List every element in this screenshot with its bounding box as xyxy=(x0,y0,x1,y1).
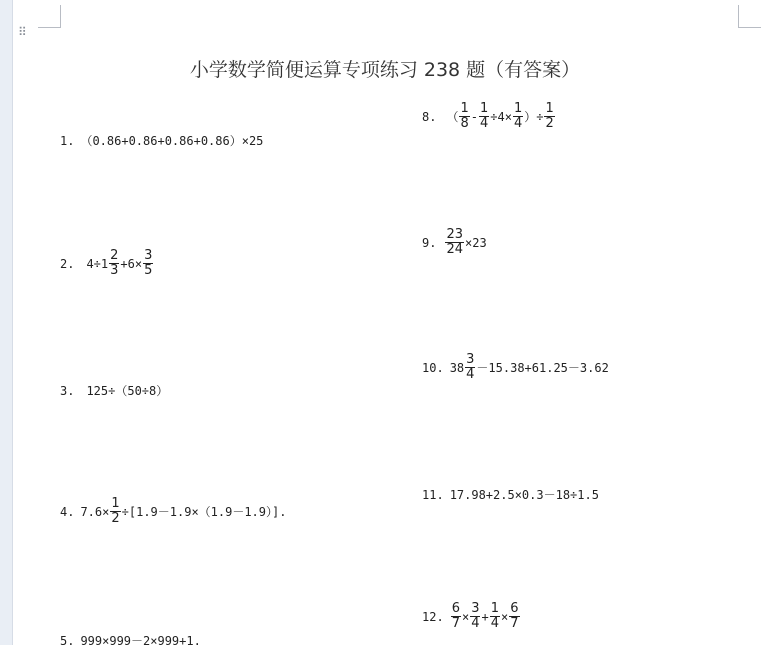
denominator: 4 xyxy=(490,616,499,631)
fraction xyxy=(470,602,480,631)
fraction xyxy=(509,602,519,631)
problem-5 xyxy=(60,632,201,649)
denominator: 2 xyxy=(545,116,554,131)
expression-text: ÷4× xyxy=(490,109,512,124)
expression-text: 999×999－2×999+1. xyxy=(80,634,201,648)
problem-number: 12. xyxy=(422,609,444,624)
numerator: 1 xyxy=(490,601,499,616)
numerator: 1 xyxy=(111,496,120,511)
fraction xyxy=(143,249,153,278)
expression-text: （ xyxy=(446,110,459,124)
numerator: 1 xyxy=(513,101,523,116)
numerator: 3 xyxy=(471,601,480,616)
problem-number: 8. xyxy=(422,109,437,124)
numerator: 6 xyxy=(510,601,519,616)
denominator: 4 xyxy=(466,367,475,382)
fraction xyxy=(451,602,461,631)
denominator: 24 xyxy=(446,242,463,257)
page-corner-marker-right xyxy=(738,5,761,28)
problem-1 xyxy=(60,132,263,149)
denominator: 7 xyxy=(451,616,460,631)
fraction xyxy=(513,102,523,131)
problem-number: 1. xyxy=(60,133,75,148)
expression-text: 4÷1 xyxy=(86,256,109,271)
expression-text: 7.6× xyxy=(80,504,110,519)
expression-text: × xyxy=(501,609,509,624)
denominator: 2 xyxy=(111,511,120,526)
expression-text: ）÷ xyxy=(524,110,544,124)
expression-text: ×23 xyxy=(465,235,487,250)
denominator: 8 xyxy=(460,116,469,131)
expression-text: －15.38+61.25－3.62 xyxy=(476,361,609,375)
numerator: 1 xyxy=(479,101,489,116)
numerator: 1 xyxy=(545,101,554,116)
problem-3 xyxy=(60,382,168,399)
numerator: 23 xyxy=(446,227,463,242)
expression-text: 38 xyxy=(449,360,465,375)
problem-number: 11. xyxy=(422,487,444,502)
expression-text: （0.86+0.86+0.86+0.86）×25 xyxy=(80,134,264,148)
document-title: 小学数学简便运算专项练习 238 题（有答案） xyxy=(189,59,581,81)
numerator: 3 xyxy=(144,248,153,263)
problem-8 xyxy=(422,102,556,131)
fraction xyxy=(445,228,464,257)
problem-2 xyxy=(60,249,154,278)
expression-text: 125÷（50÷8） xyxy=(86,384,169,398)
problem-10 xyxy=(422,353,609,382)
denominator: 5 xyxy=(144,263,153,278)
fraction xyxy=(459,102,469,131)
denominator: 7 xyxy=(510,616,519,631)
problem-4 xyxy=(60,497,286,526)
fraction xyxy=(544,102,554,131)
left-gutter xyxy=(0,0,13,645)
problem-12 xyxy=(422,602,521,631)
fraction xyxy=(465,353,475,382)
fraction xyxy=(109,249,119,278)
expression-text: - xyxy=(470,109,478,124)
denominator: 4 xyxy=(513,116,523,131)
expression-text: ÷[1.9－1.9×（1.9－1.9）]. xyxy=(121,505,287,519)
page-corner-marker-left xyxy=(38,5,61,28)
numerator: 3 xyxy=(466,352,475,367)
expression-text: + xyxy=(481,609,489,624)
numerator: 1 xyxy=(460,101,469,116)
numerator: 6 xyxy=(451,601,460,616)
expression-text: 17.98+2.5×0.3－18÷1.5 xyxy=(449,488,599,502)
problem-number: 9. xyxy=(422,235,437,250)
problem-number: 4. xyxy=(60,504,75,519)
problem-number: 2. xyxy=(60,256,75,271)
problem-number: 5. xyxy=(60,633,75,648)
problem-9 xyxy=(422,228,487,257)
fraction xyxy=(490,602,500,631)
fraction xyxy=(479,102,489,131)
denominator: 4 xyxy=(471,616,480,631)
numerator: 2 xyxy=(110,248,119,263)
problem-number: 10. xyxy=(422,360,444,375)
fraction xyxy=(110,497,120,526)
expression-text: × xyxy=(461,609,470,624)
denominator: 4 xyxy=(479,116,489,131)
drag-handle-icon[interactable]: ⠿ xyxy=(18,25,26,39)
denominator: 3 xyxy=(110,263,119,278)
expression-text: +6× xyxy=(120,256,143,271)
problem-number: 3. xyxy=(60,383,75,398)
problem-11 xyxy=(422,486,599,503)
